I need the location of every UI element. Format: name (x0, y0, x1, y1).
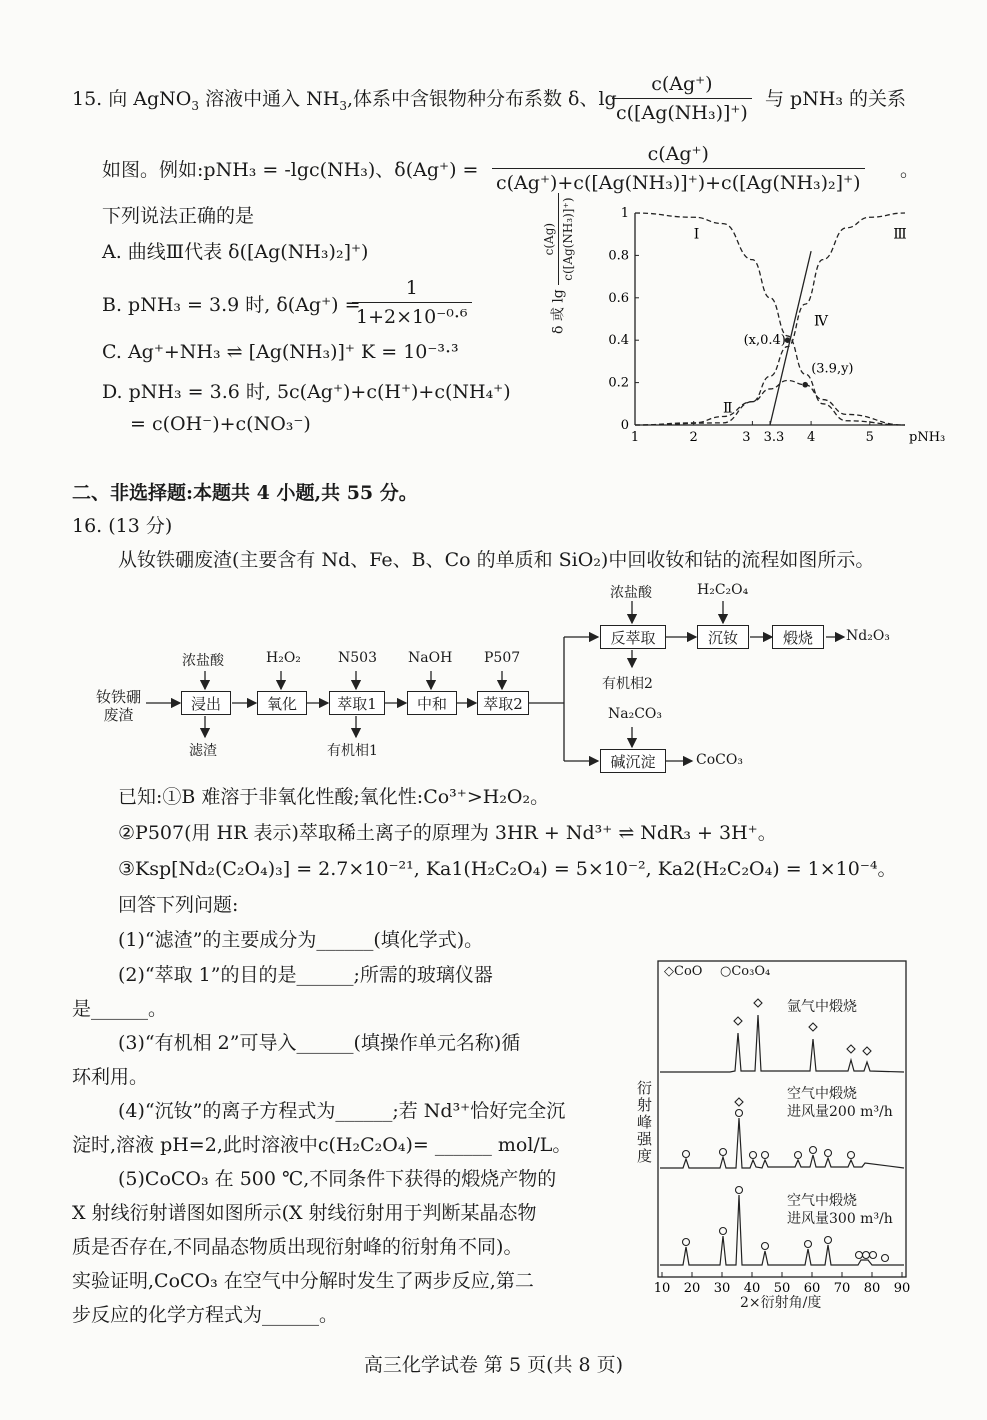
x-tick-label: 2 (689, 430, 698, 445)
q15-l2-num: c(Ag⁺) (492, 142, 865, 169)
section2-title: 二、非选择题:本题共 4 小题,共 55 分。 (72, 482, 418, 504)
q15-l2a: 如图。例如:pNH₃ = -lgc(NH₃)、δ(Ag⁺) = (102, 159, 479, 181)
xrd-xlabel: 2×衍射角/度 (740, 1295, 822, 1311)
q15-l1b: 3 (191, 98, 200, 113)
q16-part5-b: X 射线衍射谱图如图所示(X 射线衍射用于判断某晶态物 (72, 1202, 537, 1224)
q15-l1d: 3 (339, 98, 347, 113)
x-tick-label: 1 (630, 430, 640, 445)
flow-out-organic2: 有机相2 (602, 676, 653, 692)
q16-answer-head: 回答下列问题: (118, 894, 239, 916)
flow-raw-2: 废渣 (103, 706, 134, 724)
q15-option-b-fraction (352, 276, 472, 329)
q16-part4-b: 淀时,溶液 pH=2,此时溶液中c(H₂C₂O₄)= ______ mol/L。 (72, 1134, 572, 1156)
xrd-tick-label: 40 (743, 1281, 761, 1296)
q15-l1c: 溶液中通入 NH (199, 88, 340, 110)
flow-reagent-p507: P507 (484, 650, 521, 666)
q15-l1-den: c([Ag(NH₃)]⁺) (616, 102, 748, 124)
co3o4-marker (736, 1187, 743, 1194)
q16-part3-a: (3)“有机相 2”可导入______(填操作单元名称)循 (118, 1032, 521, 1054)
co3o4-marker (720, 1228, 727, 1235)
co3o4-marker (795, 1152, 802, 1159)
xrd-air200-trace (660, 1118, 904, 1168)
q16-part5-e: 步反应的化学方程式为______。 (72, 1304, 339, 1326)
xrd-tick-label: 30 (713, 1281, 731, 1296)
x-tick-label: 5 (865, 430, 874, 445)
y-tick-label: 0.6 (608, 290, 629, 306)
x-tick-label: 4 (806, 430, 816, 445)
page-footer: 高三化学试卷 第 5 页(共 8 页) (363, 1354, 624, 1376)
annotation-label: (3.9,y) (811, 361, 854, 377)
annotation-point (802, 382, 808, 388)
q15-option-d-line1: D. pNH₃ = 3.6 时, 5c(Ag⁺)+c(H⁺)+c(NH₄⁺) (102, 381, 511, 403)
co3o4-marker (805, 1241, 812, 1248)
chart15-ylabel (542, 193, 575, 334)
co3o4-marker (882, 1255, 889, 1262)
chart-labels (694, 226, 907, 416)
xrd-panel-air200: 进风量200 m³/h (787, 1104, 893, 1120)
coo-marker (735, 1098, 743, 1106)
flow-reagent-na2co3: Na₂CO₃ (608, 706, 663, 722)
q15-prompt: 下列说法正确的是 (102, 205, 255, 227)
flow-box-neutralize: 中和 (407, 691, 457, 715)
co3o4-marker (762, 1243, 769, 1250)
curve-Ⅱ (635, 380, 905, 425)
q15-l1a: 15. 向 AgNO (72, 88, 192, 110)
flow-box-extract2: 萃取2 (477, 691, 529, 715)
curve-Ⅲ (635, 213, 905, 425)
curve-Ⅰ (635, 213, 905, 425)
xrd-legend-coo: ◇CoO (664, 964, 703, 979)
xrd-panel-argon: 氩气中煅烧 (787, 999, 857, 1015)
q15-l1-fraction (612, 72, 752, 125)
q15-option-d-line2: = c(OH⁻)+c(NO₃⁻) (130, 413, 311, 435)
flow-out-residue: 滤渣 (189, 743, 217, 759)
q16-part1: (1)“滤渣”的主要成分为______(填化学式)。 (118, 929, 484, 951)
flow-box-leach: 浸出 (181, 691, 231, 715)
curve-label: Ⅳ (814, 313, 829, 330)
q16-part2-b: 是______。 (72, 998, 168, 1020)
xrd-argon-trace (660, 1015, 904, 1072)
x-tick-label: 3.3 (763, 430, 785, 445)
co3o4-marker (825, 1237, 832, 1244)
q16-part5-a: (5)CoCO₃ 在 500 ℃,不同条件下获得的煅烧产物的 (118, 1168, 557, 1190)
q16-part3-b: 环利用。 (72, 1066, 149, 1088)
flow-reagent-hcl: 浓盐酸 (182, 653, 224, 669)
xrd-air300-trace (660, 1195, 904, 1265)
co3o4-marker (683, 1151, 690, 1158)
q15-option-a: A. 曲线Ⅲ代表 δ([Ag(NH₃)₂]⁺) (102, 241, 369, 263)
co3o4-marker (750, 1152, 757, 1159)
coo-marker (847, 1045, 855, 1053)
flow-out-organic1: 有机相1 (327, 743, 378, 759)
chart-series (635, 213, 905, 425)
co3o4-marker (720, 1149, 727, 1156)
curve-label: Ⅱ (723, 400, 733, 417)
xrd-panel-air2: 空气中煅烧 (787, 1193, 857, 1209)
flow-box-calcine: 煅烧 (772, 625, 824, 649)
q16-known-3: ③Ksp[Nd₂(C₂O₄)₃] = 2.7×10⁻²¹, Ka1(H₂C₂O₄) = 5×10⁻², Ka2(H₂C₂O₄) = 1×10⁻⁴。 (118, 858, 897, 880)
flow-box-oxidize: 氧化 (257, 691, 307, 715)
xrd-tick-label: 20 (683, 1281, 701, 1296)
co3o4-marker (870, 1252, 877, 1259)
flow-box-precip-nd: 沉钕 (697, 625, 749, 649)
q16-head: 16. (13 分) (72, 515, 173, 537)
q16-part2-a: (2)“萃取 1”的目的是______;所需的玻璃仪器 (118, 964, 493, 986)
xrd-ylabel: 衍射峰强度 (637, 1079, 653, 1165)
co3o4-marker (848, 1152, 855, 1159)
flow-out-coco3: CoCO₃ (696, 752, 743, 768)
co3o4-marker (762, 1152, 769, 1159)
q16-part5-c: 质是否存在,不同晶态物质出现衍射峰的衍射角不同)。 (72, 1236, 523, 1258)
coo-marker (863, 1047, 871, 1055)
co3o4-marker (736, 1110, 743, 1117)
annotation-label: (x,0.4) (743, 333, 786, 349)
chart15-ylabel-num: c(Ag) (542, 193, 559, 284)
xrd-tick-label: 80 (863, 1281, 881, 1296)
co3o4-marker (810, 1147, 817, 1154)
q15-l2-fraction (492, 142, 865, 195)
flow-raw-1: 钕铁硼 (96, 688, 142, 706)
q15-option-c: C. Ag⁺+NH₃ ⇌ [Ag(NH₃)]⁺ K = 10⁻³·³ (102, 341, 459, 363)
y-tick-label: 0 (620, 418, 629, 433)
coo-marker (734, 1017, 742, 1025)
q15-optb-den: 1+2×10⁻⁰·⁶ (356, 306, 468, 328)
flow-raw-material (96, 688, 141, 724)
chart15-ylabel-a: δ 或 lg (550, 289, 567, 334)
y-tick-label: 0.4 (608, 333, 629, 349)
xrd-tick-label: 10 (653, 1281, 671, 1296)
q16-known-1: 已知:①B 难溶于非氧化性酸;氧化性:Co³⁺>H₂O₂。 (118, 786, 550, 808)
xrd-tick-label: 90 (893, 1281, 911, 1296)
chart15-ylabel-fraction (542, 193, 575, 284)
xrd-tick-label: 70 (833, 1281, 851, 1296)
q16-known-2: ②P507(用 HR 表示)萃取稀土离子的原理为 3HR + Nd³⁺ ⇌ NdR₃ + 3H⁺。 (118, 822, 777, 844)
q15-distribution-chart (560, 200, 946, 455)
co3o4-marker (863, 1252, 870, 1259)
flow-box-back-extract: 反萃取 (600, 625, 666, 649)
x-tick-label: 3 (742, 430, 751, 445)
q16-intro: 从钕铁硼废渣(主要含有 Nd、Fe、B、Co 的单质和 SiO₂)中回收钕和钴的流程如图所示。 (118, 549, 875, 571)
curve-label: Ⅲ (893, 226, 907, 243)
flow-reagent-h2o2: H₂O₂ (266, 650, 301, 666)
q15-line1 (72, 87, 617, 118)
xrd-legend-co3o4: ○Co₃O₄ (720, 964, 771, 979)
q15-l1e: ,体系中含银物种分布系数 δ、lg (346, 88, 617, 110)
flow-box-extract1: 萃取1 (329, 691, 385, 715)
xrd-tick-label: 50 (773, 1281, 791, 1296)
flow-reagent-h2c2o4: H₂C₂O₄ (697, 582, 749, 598)
flow-out-nd2o3: Nd₂O₃ (846, 628, 890, 644)
coo-marker (754, 999, 762, 1007)
co3o4-marker (825, 1150, 832, 1157)
curve-label: Ⅰ (693, 226, 700, 243)
flow-reagent-naoh: NaOH (408, 650, 453, 666)
y-tick-label: 0.2 (608, 375, 629, 391)
xrd-panel-air: 空气中煅烧 (787, 1086, 857, 1102)
chart15-ylabel-den: c([Ag(NH₃)]⁺) (561, 197, 575, 281)
xrd-tick-label: 60 (803, 1281, 821, 1296)
q16-part5-d: 实验证明,CoCO₃ 在空气中分解时发生了两步反应,第二 (72, 1270, 534, 1292)
q15-l1f: 与 pNH₃ 的关系 (765, 88, 907, 110)
x-axis-label: pNH₃ (909, 430, 946, 445)
q15-option-b-text: B. pNH₃ = 3.9 时, δ(Ag⁺) = (102, 294, 361, 316)
xrd-figure (620, 955, 920, 1315)
q15-l2-den: c(Ag⁺)+c([Ag(NH₃)]⁺)+c([Ag(NH₃)₂]⁺) (496, 172, 861, 194)
q15-optb-num: 1 (352, 276, 472, 303)
q15-l2b: 。 (900, 159, 920, 181)
coo-marker (809, 1023, 817, 1031)
co3o4-marker (856, 1252, 863, 1259)
y-tick-label: 1 (620, 206, 629, 221)
flow-reagent-n503: N503 (338, 650, 377, 666)
co3o4-marker (683, 1239, 690, 1246)
q16-part4-a: (4)“沉钕”的离子方程式为______;若 Nd³⁺恰好完全沉 (118, 1100, 566, 1122)
y-tick-label: 0.8 (608, 248, 629, 264)
flow-box-alkali-precip: 碱沉淀 (600, 749, 666, 773)
xrd-panel-air300: 进风量300 m³/h (787, 1211, 893, 1227)
flow-reagent-hcl2: 浓盐酸 (610, 585, 652, 601)
q15-l1-num: c(Ag⁺) (612, 72, 752, 99)
